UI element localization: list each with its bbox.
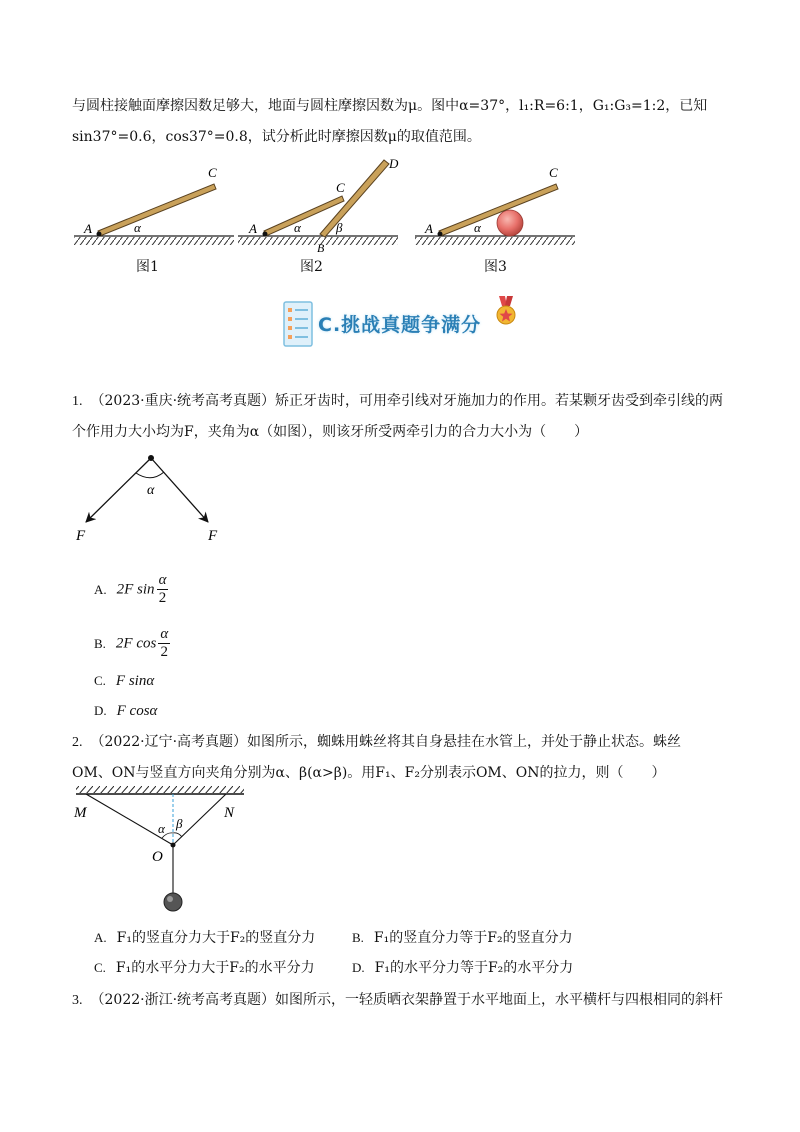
fig2-point-d: D bbox=[389, 156, 399, 171]
fig1-caption: 图1 bbox=[136, 259, 159, 275]
figure-1 bbox=[74, 165, 234, 245]
q1-option-b-den: 2 bbox=[160, 644, 169, 660]
q2-option-a-letter: A. bbox=[94, 930, 107, 945]
q1-option-a[interactable] bbox=[94, 572, 168, 607]
q1-option-d-letter: D. bbox=[94, 703, 107, 718]
fig1-point-a: A bbox=[84, 221, 92, 236]
banner-title: C.挑战真题争满分 bbox=[318, 314, 482, 336]
q1-option-c[interactable] bbox=[94, 671, 154, 691]
q1-source: （2023·重庆·统考高考真题） bbox=[90, 393, 276, 409]
fig2-point-b: B bbox=[317, 241, 325, 255]
intro-line-1: 与圆柱接触面摩擦因数足够大，地面与圆柱摩擦因数为μ。图中α=37°，l₁:R=6:1，G₁:G₃=1:2，已知 bbox=[72, 98, 708, 114]
q1-text-2: 个作用力大小均为F，夹角为α（如图），则该牙所受两牵引力的合力大小为（ ） bbox=[72, 424, 589, 440]
fig3-point-c: C bbox=[549, 165, 558, 180]
q2-option-b-text: F₁的竖直分力等于F₂的竖直分力 bbox=[373, 930, 573, 946]
q2-label-beta: β bbox=[176, 816, 183, 831]
q1-option-d[interactable] bbox=[94, 701, 157, 721]
q1-option-b-fraction bbox=[158, 626, 170, 661]
section-banner bbox=[282, 296, 518, 352]
q2-label-n: N bbox=[224, 805, 235, 821]
q2-option-c[interactable] bbox=[94, 958, 315, 978]
q3-text-1: 如图所示，一轻质晒衣架静置于水平地面上，水平横杆与四根相同的斜杆 bbox=[275, 992, 724, 1008]
q3-line-1 bbox=[72, 990, 723, 1011]
q1-number: 1. bbox=[72, 394, 83, 409]
q2-option-d[interactable] bbox=[352, 958, 573, 978]
q2-option-b[interactable] bbox=[352, 928, 573, 948]
q2-text-1: 如图所示，蜘蛛用蛛丝将其自身悬挂在水管上，并处于静止状态。蛛丝 bbox=[247, 734, 682, 750]
q1-force-figure bbox=[68, 448, 238, 548]
checklist-icon bbox=[282, 300, 316, 350]
fig2-point-a: A bbox=[249, 221, 257, 236]
cylinder-ball bbox=[497, 210, 523, 236]
rod-figures bbox=[0, 150, 800, 255]
q3-source: （2022·浙江·统考高考真题） bbox=[90, 992, 276, 1008]
fig2-angle-b: β bbox=[336, 220, 343, 235]
fig2-angle-a: α bbox=[294, 220, 301, 235]
fig1-angle: α bbox=[134, 220, 141, 235]
q2-option-d-letter: D. bbox=[352, 960, 365, 975]
q1-option-b-num: α bbox=[160, 626, 169, 642]
q1-force-left: F bbox=[76, 528, 86, 544]
q2-label-alpha: α bbox=[158, 821, 165, 836]
fig1-point-c: C bbox=[208, 165, 217, 180]
q1-line-1 bbox=[72, 391, 723, 412]
figure-3 bbox=[415, 165, 575, 245]
q1-option-a-fraction bbox=[157, 572, 169, 607]
fig3-angle: α bbox=[474, 220, 481, 235]
q2-text-2: OM、ON与竖直方向夹角分别为α、β(α>β)。用F₁、F₂分别表示OM、ON的拉力，则（ ） bbox=[72, 765, 666, 781]
medal-icon bbox=[494, 296, 518, 326]
q2-spider-figure bbox=[72, 786, 252, 916]
q1-option-c-text: F sinα bbox=[115, 673, 155, 689]
intro-line-2: sin37°=0.6，cos37°=0.8，试分析此时摩擦因数μ的取值范围。 bbox=[72, 129, 481, 145]
q2-option-b-letter: B. bbox=[352, 930, 364, 945]
q2-option-d-text: F₁的水平分力等于F₂的水平分力 bbox=[374, 960, 574, 976]
fig2-caption: 图2 bbox=[300, 259, 323, 275]
fig3-caption: 图3 bbox=[484, 259, 507, 275]
q2-line-1 bbox=[72, 732, 681, 753]
q2-option-a[interactable] bbox=[94, 928, 315, 948]
q1-option-b[interactable] bbox=[94, 626, 170, 661]
q1-option-a-num: α bbox=[158, 572, 167, 588]
q1-option-a-letter: A. bbox=[94, 581, 107, 597]
q2-label-m: M bbox=[74, 805, 87, 821]
fig3-point-a: A bbox=[425, 221, 433, 236]
q2-option-c-letter: C. bbox=[94, 960, 106, 975]
fig2-point-c: C bbox=[336, 180, 345, 195]
q1-option-d-text: F cosα bbox=[116, 703, 158, 719]
q2-number: 2. bbox=[72, 735, 83, 750]
q2-label-o: O bbox=[152, 849, 163, 865]
q1-option-b-prefix: 2F cos bbox=[115, 635, 157, 652]
q1-option-a-den: 2 bbox=[158, 590, 167, 606]
q1-option-b-letter: B. bbox=[94, 635, 106, 651]
q1-force-right: F bbox=[208, 528, 218, 544]
figure-2 bbox=[238, 156, 399, 255]
q2-source: （2022·辽宁·高考真题） bbox=[90, 734, 248, 750]
q2-option-a-text: F₁的竖直分力大于F₂的竖直分力 bbox=[116, 930, 316, 946]
q1-angle-label: α bbox=[147, 483, 155, 498]
q2-option-c-text: F₁的水平分力大于F₂的水平分力 bbox=[115, 960, 315, 976]
q1-option-c-letter: C. bbox=[94, 673, 106, 688]
q3-number: 3. bbox=[72, 993, 83, 1008]
q1-text-1: 矫正牙齿时，可用牵引线对牙施加力的作用。若某颗牙齿受到牵引线的两 bbox=[275, 393, 724, 409]
q1-option-a-prefix: 2F sin bbox=[116, 581, 155, 598]
